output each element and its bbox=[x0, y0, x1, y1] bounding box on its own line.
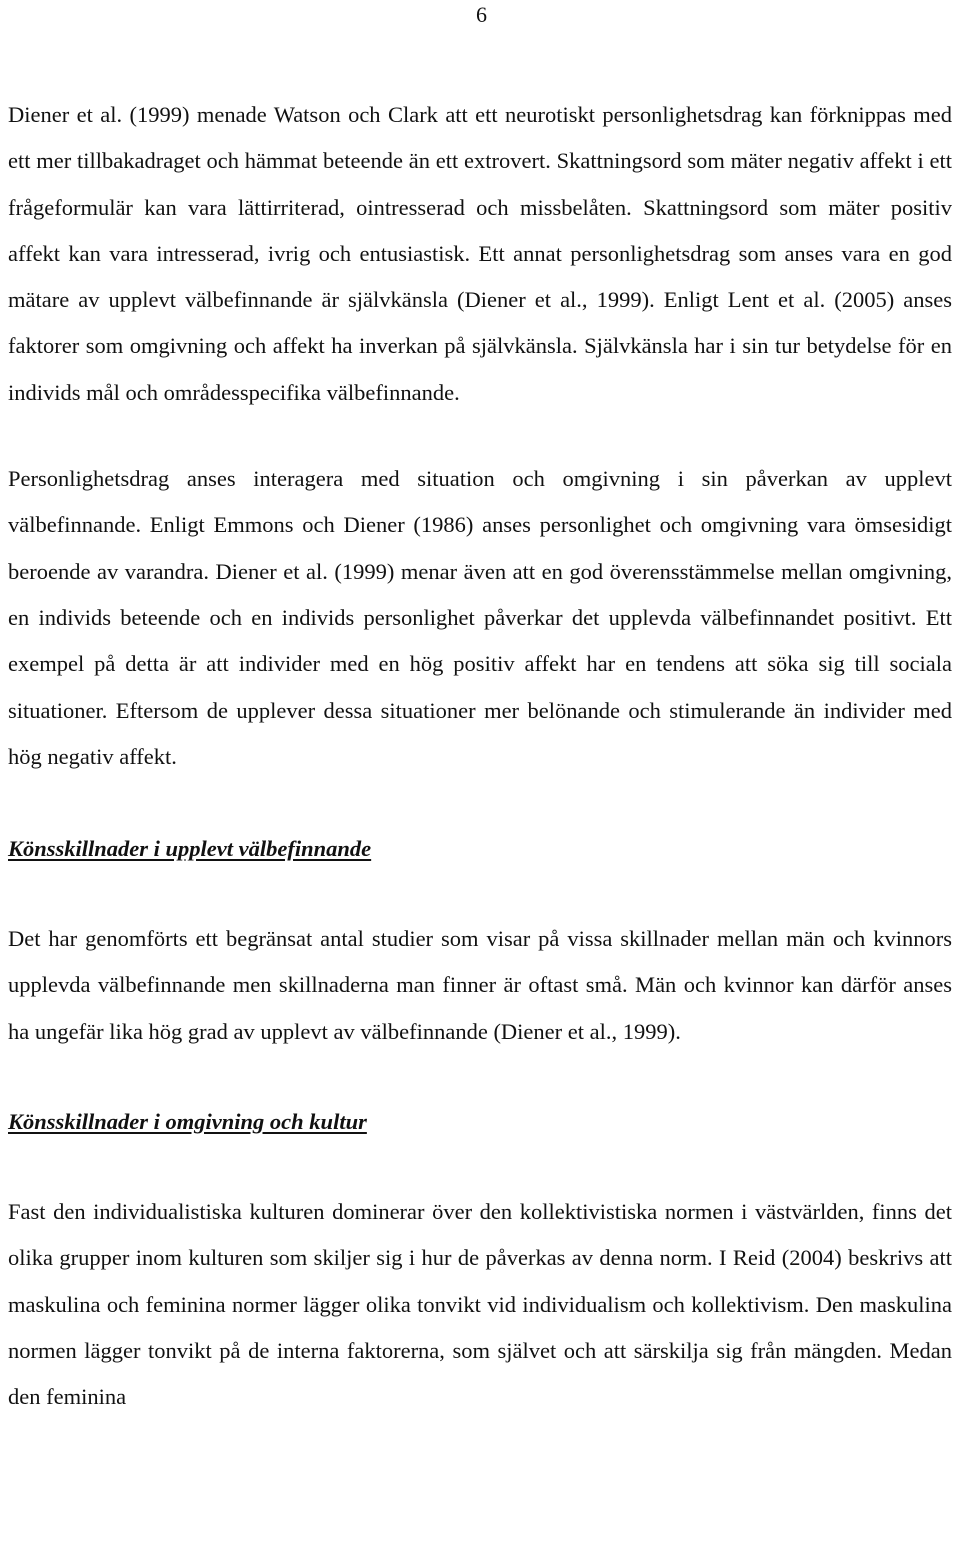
paragraph-personality-traits: Diener et al. (1999) menade Watson och Clark att ett neurotiskt personlighetsdrag kan förknippas med ett mer tillbakadraget och hämmat beteende än ett extrovert. Skattningsord som mäter negativ affekt i ett frågeformulär kan vara lättirriterad, ointresserad och missbelåten. Skattningsord som mäter positiv affekt kan vara intresserad, ivrig och entusiastisk. Ett annat personlighetsdrag som anses vara en god mätare av upplevt välbefinnande är självkänsla (Diener et al., 1999). Enligt Lent et al. (2005) anses faktorer som omgivning och affekt ha inverkan på självkänsla. Självkänsla har i sin tur betydelse för en individs mål och områdesspecifika välbefinnande. bbox=[8, 102, 952, 405]
paragraph-gender-differences: Det har genomförts ett begränsat antal studier som visar på vissa skillnader mellan män och kvinnors upplevda välbefinnande men skillnaderna man finner är oftast små. Män och kvinnor kan därför anses ha ungefär lika hög grad av upplevt av välbefinnande (Diener et al., 1999). bbox=[8, 926, 952, 1044]
paragraph-culture-norms: Fast den individualistiska kulturen dominerar över den kollektivistiska normen i västvärlden, finns det olika grupper inom kulturen som skiljer sig i hur de påverkas av denna norm. I Reid (2004) beskrivs att maskulina och feminina normer lägger olika tonvikt vid individualism och kollektivism. Den maskulina normen lägger tonvikt på de interna faktorerna, som självet och att särskilja sig från mängden. Medan den feminina bbox=[8, 1199, 952, 1410]
document-body bbox=[8, 92, 952, 1421]
section-heading-gender-culture: Könsskillnader i omgivning och kultur bbox=[8, 1109, 367, 1135]
paragraph-personality-interaction: Personlighetsdrag anses interagera med situation och omgivning i sin påverkan av upplevt välbefinnande. Enligt Emmons och Diener (1986) anses personlighet och omgivning vara ömsesidigt beroende av varandra. Diener et al. (1999) menar även att en god överensstämmelse mellan omgivning, en individs beteende och en individs personlighet påverkar det upplevda välbefinnandet positivt. Ett exempel på detta är att individer med en hög positiv affekt har en tendens att söka sig till sociala situationer. Eftersom de upplever dessa situationer mer belönande och stimulerande än individer med hög negativ affekt. bbox=[8, 466, 952, 769]
page-number: 6 bbox=[476, 2, 487, 27]
section-heading-gender-wellbeing: Könsskillnader i upplevt välbefinnande bbox=[8, 836, 372, 862]
